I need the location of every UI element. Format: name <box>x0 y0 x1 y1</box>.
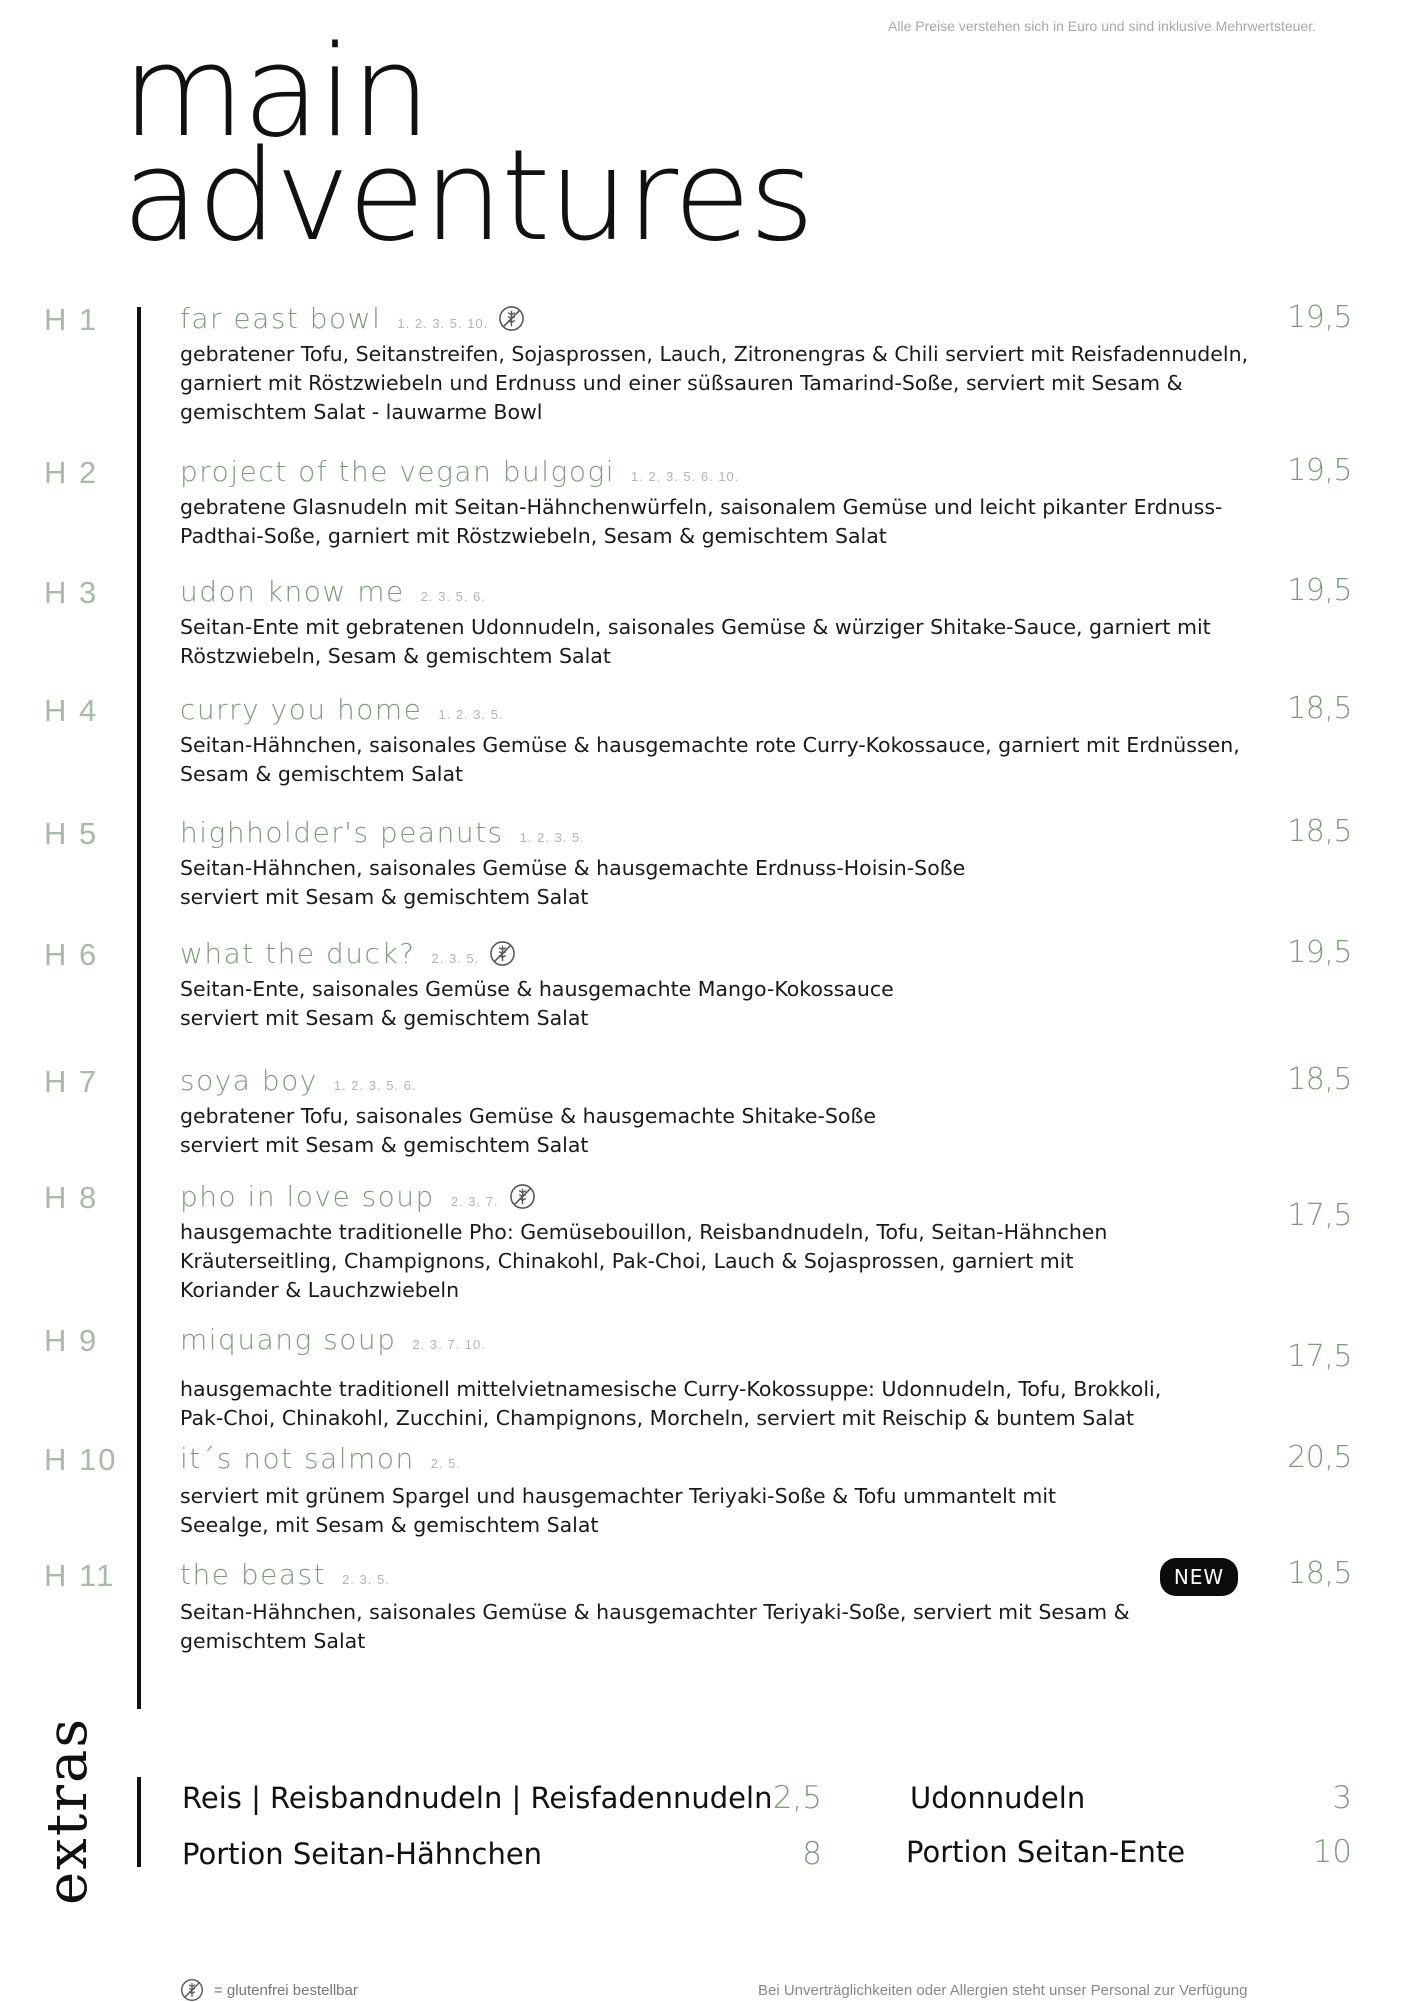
item-code: H 11 <box>44 1558 116 1593</box>
item-code: H 10 <box>44 1442 118 1477</box>
extra-price: 10 <box>1312 1834 1352 1870</box>
item-code: H 3 <box>44 575 99 610</box>
item-description: gebratene Glasnudeln mit Seitan-Hähnchenwürfeln, saisonalem Gemüse und leicht pikanter Erdnuss-Padthai-Soße, garniert mit Röstzwiebeln, Sesam & gemischtem Salat <box>180 495 1223 548</box>
item-name-row <box>180 1064 416 1097</box>
item-name: soya boy <box>180 1064 318 1097</box>
item-price: 20,5 <box>1287 1440 1352 1475</box>
item-name-row <box>180 1442 461 1475</box>
item-name: far east bowl <box>180 302 382 335</box>
extra-label: Portion Seitan-Hähnchen <box>182 1837 543 1871</box>
gluten-free-icon <box>509 1183 536 1210</box>
allergy-note: Bei Unverträglichkeiten oder Allergien steht unser Personal zur Verfügung <box>758 1982 1248 1999</box>
item-price: 19,5 <box>1287 573 1352 608</box>
item-name: udon know me <box>180 575 405 608</box>
item-code: H 7 <box>44 1064 99 1099</box>
extra-item <box>906 1834 1352 1870</box>
item-name: miquang soup <box>180 1323 397 1356</box>
extra-item <box>182 1780 822 1816</box>
item-price: 18,5 <box>1287 814 1352 849</box>
item-price: 17,5 <box>1287 1339 1352 1374</box>
item-allergens: 1. 2. 3. 5. <box>438 707 504 722</box>
item-allergens: 2. 5. <box>430 1456 461 1471</box>
item-allergens: 2. 3. 5. <box>342 1572 390 1587</box>
item-name: it´s not salmon <box>180 1442 415 1475</box>
item-description: gebratener Tofu, saisonales Gemüse & hausgemachte Shitake-Soße serviert mit Sesam & gemischtem Salat <box>180 1104 876 1157</box>
item-allergens: 2. 3. 7. <box>450 1194 499 1209</box>
item-description: Seitan-Hähnchen, saisonales Gemüse & hausgemachte Erdnuss-Hoisin-Soße serviert mit Sesam & gemischtem Salat <box>180 856 966 909</box>
item-price: 18,5 <box>1287 1062 1352 1097</box>
item-name: project of the vegan bulgogi <box>180 455 616 488</box>
item-code: H 1 <box>44 302 99 337</box>
item-code: H 4 <box>44 693 99 728</box>
item-name: what the duck? <box>180 937 416 970</box>
item-description: serviert mit grünem Spargel und hausgemachter Teriyaki-Soße & Tofu ummantelt mit Seealge, mit Sesam & gemischtem Salat <box>180 1484 1057 1537</box>
item-price: 19,5 <box>1287 453 1352 488</box>
item-name-row <box>180 693 504 726</box>
item-name-row <box>180 1180 536 1213</box>
menu-divider-line <box>137 307 141 1709</box>
item-price: 18,5 <box>1287 1556 1352 1591</box>
item-code: H 9 <box>44 1323 99 1358</box>
item-allergens: 1. 2. 3. 5. 6. 10. <box>631 469 740 484</box>
item-description: Seitan-Ente mit gebratenen Udonnudeln, saisonales Gemüse & würziger Shitake-Sauce, garniert mit Röstzwiebeln, Sesam & gemischtem Salat <box>180 615 1211 668</box>
item-name-row <box>180 455 739 488</box>
gluten-free-icon <box>498 305 525 332</box>
item-allergens: 1. 2. 3. 5. 10. <box>397 316 489 331</box>
item-name-row <box>180 816 585 849</box>
item-name-row <box>180 937 516 970</box>
extras-divider-line <box>137 1777 141 1867</box>
item-description: Seitan-Hähnchen, saisonales Gemüse & hausgemachte rote Curry-Kokossauce, garniert mit Erdnüssen, Sesam & gemischtem Salat <box>180 733 1240 786</box>
item-price: 18,5 <box>1287 691 1352 726</box>
item-name-row <box>180 1558 390 1591</box>
gluten-free-legend <box>180 1978 358 2002</box>
item-code: H 5 <box>44 816 99 851</box>
title-line-1: main <box>122 18 429 165</box>
item-name: pho in love soup <box>180 1180 435 1213</box>
extra-price: 8 <box>802 1836 822 1872</box>
item-description: hausgemachte traditionelle Pho: Gemüsebouillon, Reisbandnudeln, Tofu, Seitan-Hähnchen Kräuterseitling, Champignons, Chinakohl, Pak-Choi, Lauch & Sojasprossen, garniert mit Koriander & Lauchzwiebeln <box>180 1220 1108 1302</box>
item-name-row <box>180 575 486 608</box>
item-description: Seitan-Ente, saisonales Gemüse & hausgemachte Mango-Kokossauce serviert mit Sesam & gemischtem Salat <box>180 977 894 1030</box>
item-name: highholder's peanuts <box>180 816 504 849</box>
item-price: 17,5 <box>1287 1198 1352 1233</box>
item-allergens: 1. 2. 3. 5. <box>519 830 585 845</box>
gluten-free-icon <box>180 1978 204 2002</box>
item-allergens: 2. 3. 5. 6. <box>420 589 486 604</box>
extra-item <box>910 1780 1352 1816</box>
extras-title: extras <box>35 1716 100 1905</box>
item-description: Seitan-Hähnchen, saisonales Gemüse & hausgemachter Teriyaki-Soße, serviert mit Sesam & gemischtem Salat <box>180 1600 1130 1653</box>
page-title <box>122 18 813 269</box>
new-badge: NEW <box>1160 1558 1238 1596</box>
item-allergens: 2. 3. 7. 10. <box>412 1337 486 1352</box>
gluten-free-note: = glutenfrei bestellbar <box>214 1981 358 1999</box>
extra-label: Portion Seitan-Ente <box>906 1835 1186 1869</box>
item-allergens: 2. 3. 5. <box>431 951 480 966</box>
item-allergens: 1. 2. 3. 5. 6. <box>333 1078 417 1093</box>
item-price: 19,5 <box>1287 300 1352 335</box>
extra-item <box>182 1836 822 1872</box>
item-description: gebratener Tofu, Seitanstreifen, Sojasprossen, Lauch, Zitronengras & Chili serviert mit Reisfadennudeln, garniert mit Röstzwiebeln und Erdnuss und einer süßsauren Tamarind-Soße, serviert mit Sesam & gemischtem Salat - lauwarme Bowl <box>180 342 1249 424</box>
item-code: H 6 <box>44 937 99 972</box>
item-code: H 8 <box>44 1180 99 1215</box>
extra-label: Udonnudeln <box>910 1781 1086 1815</box>
extra-label: Reis | Reisbandnudeln | Reisfadennudeln <box>182 1781 773 1815</box>
item-name-row <box>180 1323 486 1356</box>
title-line-2: adventures <box>122 122 813 269</box>
item-name: the beast <box>180 1558 327 1591</box>
gluten-free-icon <box>489 940 516 967</box>
extra-price: 2,5 <box>772 1780 822 1816</box>
item-name-row <box>180 302 525 335</box>
item-price: 19,5 <box>1287 935 1352 970</box>
item-name: curry you home <box>180 693 423 726</box>
tax-note: Alle Preise verstehen sich in Euro und sind inklusive Mehrwertsteuer. <box>888 18 1316 34</box>
extra-price: 3 <box>1332 1780 1352 1816</box>
item-description: hausgemachte traditionell mittelvietnamesische Curry-Kokossuppe: Udonnudeln, Tofu, Brokkoli, Pak-Choi, Chinakohl, Zucchini, Champignons, Morcheln, serviert mit Reischip & buntem Salat <box>180 1377 1162 1430</box>
item-code: H 2 <box>44 455 99 490</box>
